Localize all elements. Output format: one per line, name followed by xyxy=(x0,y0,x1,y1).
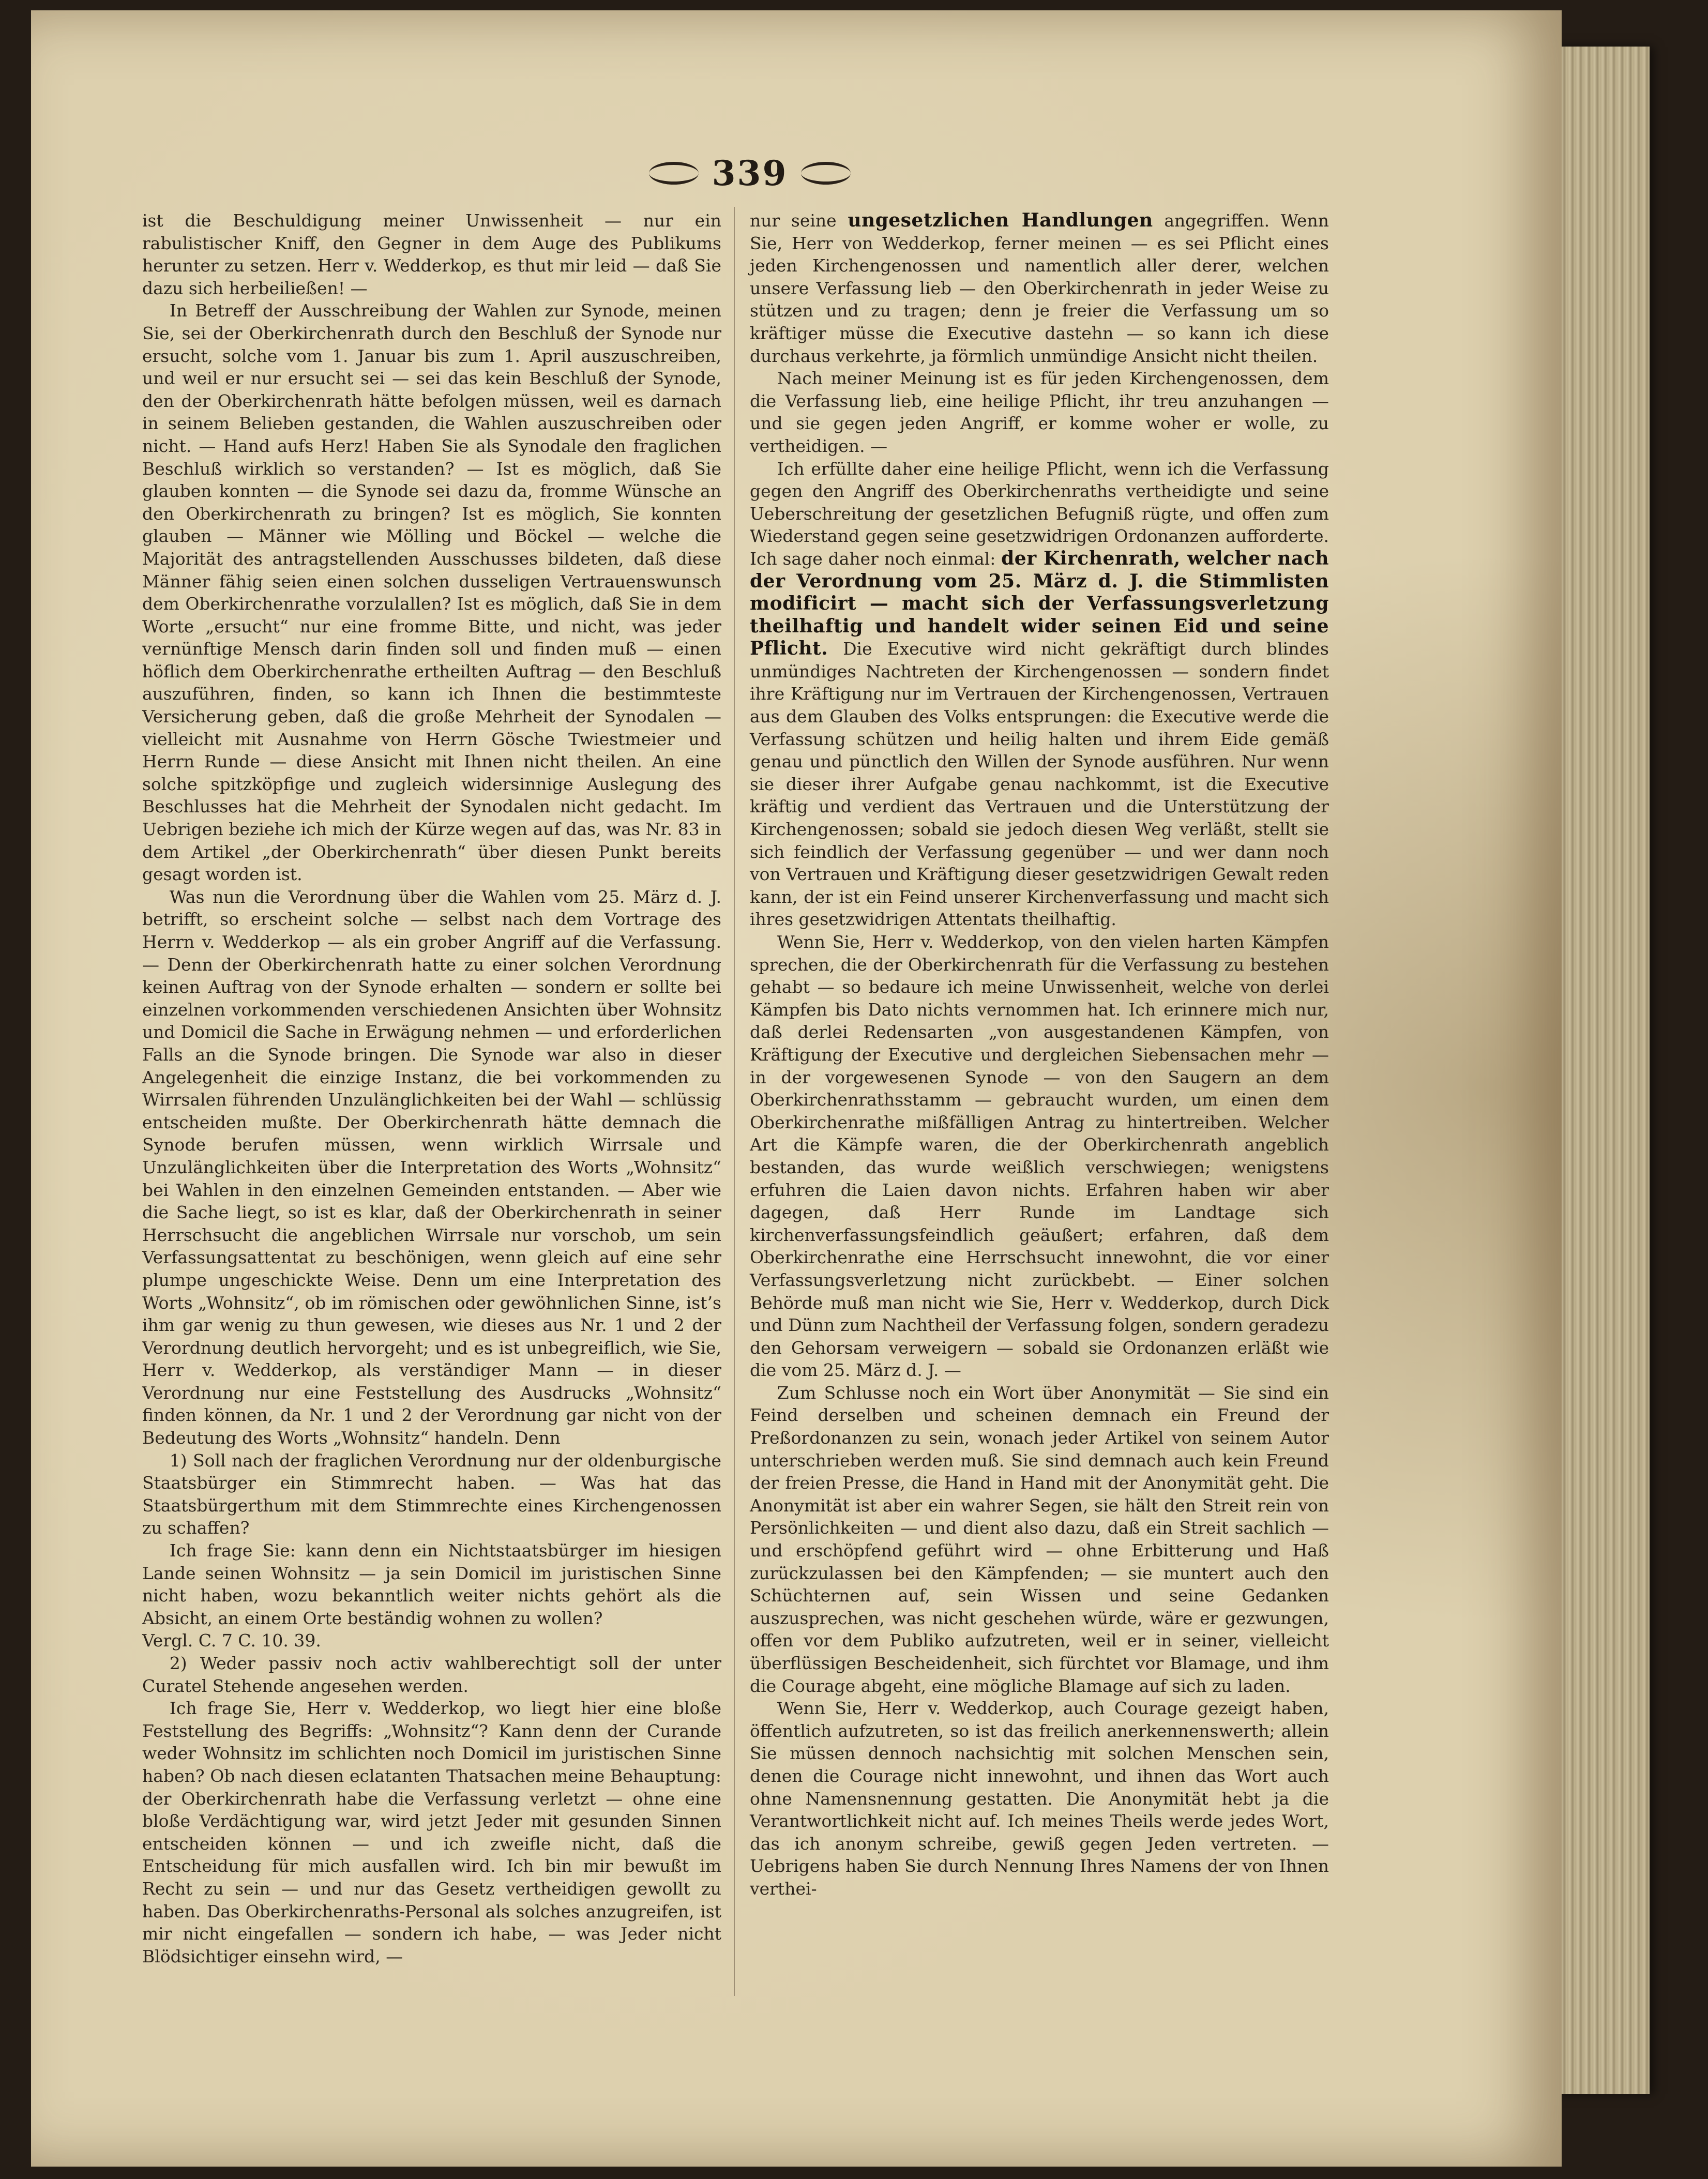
paragraph xyxy=(750,209,1329,367)
bold-text: ungesetzlichen Handlungen xyxy=(848,209,1153,231)
paragraph: ist die Beschuldigung meiner Unwissenheit — nur ein rabulistischer Kniff, den Gegner in dem Auge des Publikums herunter zu setzen. Herr v. Wedderkop, es thut mir leid — daß Sie dazu sich herbeiließen! — xyxy=(142,210,721,298)
reference-line: Vergl. C. 7 C. 10. 39. xyxy=(142,1630,321,1651)
left-ornament-icon xyxy=(649,162,699,185)
paragraph xyxy=(750,458,1329,931)
paragraph: Was nun die Verordnung über die Wahlen vom 25. März d. J. betrifft, so erscheint solche — selbst nach dem Vortrage des Herrn v. Wedderkop — als ein grober Angriff auf die Verfassung. — Denn der Oberkirchenrath hatte zu einer solchen Verordnung keinen Auftrag von der Synode erhalten — sondern er sollte bei einzelnen vorkommenden verschiedenen Ansichten über Wohnsitz und Domicil die Sache in Erwägung nehmen — und erforderlichen Falls an die Synode bringen. Die Synode war also in dieser Angelegenheit die einzige Instanz, die bei vorkommenden zu Wirrsalen führenden Unzulänglichkeiten bei der Wahl — schlüssig entscheiden mußte. Der Oberkirchenrath hätte demnach die Synode berufen müssen, wenn wirklich Wirrsale und Unzulänglichkeiten über die Interpretation des Worts „Wohnsitz“ bei Wahlen in den einzelnen Gemeinden entstanden. — Aber wie die Sache liegt, so ist es klar, daß der Oberkirchenrath in seiner Herrschsucht die angeblichen Wirrsale nur vorschob, um sein Verfassungsattentat zu beschönigen, wenn gleich auf eine sehr plumpe ungeschickte Weise. Denn um eine Interpretation des Worts „Wohnsitz“, ob im römischen oder gewöhnlichen Sinne, ist’s ihm gar wenig zu thun gewesen, wie dieses aus Nr. 1 und 2 der Verordnung deutlich hervorgeht; und es ist unbegreiflich, wie Sie, Herr v. Wedderkop, als verständiger Mann — in dieser Verordnung nur eine Feststellung des Ausdrucks „Wohnsitz“ finden können, da Nr. 1 und 2 der Verordnung gar nicht von der Bedeutung des Worts „Wohnsitz“ handeln. Denn xyxy=(142,886,721,1448)
paragraph: In Betreff der Ausschreibung der Wahlen zur Synode, meinen Sie, sei der Oberkirchenrath durch den Beschluß der Synode nur ersucht, solche vom 1. Januar bis zum 1. April auszuschreiben, und weil er nur ersucht sei — sei das kein Beschluß der Synode, den der Oberkirchenrath hätte befolgen müssen, weil es darnach in seinem Belieben gestanden, die Wahlen auszuschreiben oder nicht. — Hand aufs Herz! Haben Sie als Synodale den fraglichen Beschluß wirklich so verstanden? — Ist es möglich, daß Sie glauben konnten — die Synode sei dazu da, fromme Wünsche an den Oberkirchenrath zu bringen? Ist es möglich, Sie konnten glauben — Männer wie Mölling und Böckel — welche die Majorität des antragstellenden Ausschusses bildeten, daß diese Männer fähig seien einen solchen dusseligen Vertrauenswunsch dem Oberkirchenrathe vorzulallen? Ist es möglich, daß Sie in dem Worte „ersucht“ nur eine fromme Bitte, und nicht, was jeder vernünftige Mensch darin finden soll und finden muß — einen höflich dem Oberkirchenrathe ertheilten Auftrag — den Beschluß auszuführen, finden, so kann ich Ihnen die bestimmteste Versicherung geben, daß die große Mehrheit der Synodalen — vielleicht mit Ausnahme von Herrn Gösche Twiestmeier und Herrn Runde — diese Ansicht mit Ihnen nicht theilen. An eine solche spitzköpfige und zugleich widersinnige Auslegung des Beschlusses hat die Mehrheit der Synodalen nicht gedacht. Im Uebrigen beziehe ich mich der Kürze wegen auf das, was Nr. 83 in dem Artikel „der Oberkirchenrath“ über diesen Punkt bereits gesagt worden ist. xyxy=(142,300,721,885)
paragraph: Wenn Sie, Herr v. Wedderkop, auch Courage gezeigt haben, öffentlich aufzutreten, so ist das freilich anerkennenswerth; allein Sie müssen dennoch nachsichtig mit solchen Menschen sein, denen die Courage nicht innewohnt, und ihnen das Wort auch ohne Namensnennung gestatten. Die Anonymität hebt ja die Verantwortlichkeit nicht auf. Ich meines Theils werde jedes Wort, das ich anonym schreibe, gewiß gegen Jeden vertreten. — Uebrigens haben Sie durch Nennung Ihres Namens der von Ihnen verthei- xyxy=(750,1698,1329,1899)
right-ornament-icon xyxy=(801,162,851,185)
paragraph: Wenn Sie, Herr v. Wedderkop, von den vielen harten Kämpfen sprechen, die der Oberkirchenrath für die Verfassung zu bestehen gehabt — so bedaure ich meine Unwissenheit, welche von derlei Kämpfen bis Dato nichts vernommen hat. Ich erinnere mich nur, daß derlei Redensarten „von ausgestandenen Kämpfen, von Kräftigung der Executive und dergleichen Siebensachen mehr — in der vorgewesenen Synode — von den Saugern an dem Oberkirchenrathsstamm — gebraucht wurden, um einen dem Oberkirchenrathe mißfälligen Antrag zu hintertreiben. Welcher Art die Kämpfe waren, die der Oberkirchenrath angeblich bestanden, das wurde weißlich verschwiegen; wenigstens erfuhren die Laien davon nichts. Erfahren haben wir aber dagegen, daß Herr Runde im Landtage sich kirchenverfassungsfeindlich geäußert; erfahren, daß dem Oberkirchenrathe eine Herrschsucht innewohnt, die vor einer Verfassungsverletzung nicht zurückbebt. — Einer solchen Behörde muß man nicht wie Sie, Herr v. Wedderkop, durch Dick und Dünn zum Nachtheil der Verfassung folgen, sondern geradezu den Gehorsam verweigern — sobald sie Ordonanzen erläßt wie die vom 25. März d. J. — xyxy=(750,932,1329,1381)
page-header xyxy=(641,150,858,196)
paragraph: Zum Schlusse noch ein Wort über Anonymität — Sie sind ein Feind derselben und scheinen demnach ein Freund der Preßordonanzen zu sein, wonach jeder Artikel von seinem Autor unterschrieben werden muß. Sie sind demnach auch kein Freund der freien Presse, die Hand in Hand mit der Anonymität geht. Die Anonymität ist aber ein wahrer Segen, sie hält den Streit rein von Persönlichkeiten — und dient also dazu, daß ein Streit sachlich — und erschöpfend geführt wird — ohne Erbitterung und Haß zurückzulassen bei den Kämpfenden; — sie muntert auch den Schüchternen auf, sein Wissen und seine Gedanken auszusprechen, was nicht geschehen würde, wäre er gezwungen, offen vor dem Publiko aufzutreten, weil er in seiner, vielleicht überflüssigen Bescheidenheit, sich fürchtet vor Blamage, und ihm die Courage abgeht, eine mögliche Blamage auf sich zu laden. xyxy=(750,1382,1329,1696)
text-run: nur seine xyxy=(750,210,837,231)
paragraph: 1) Soll nach der fraglichen Verordnung nur der oldenburgische Staatsbürger ein Stimmrecht haben. — Was hat das Staatsbürgerthum mit dem Stimmrechte eines Kirchengenossen zu schaffen? xyxy=(142,1450,721,1538)
paragraph: 2) Weder passiv noch activ wahlberechtigt soll der unter Curatel Stehende angesehen werden. xyxy=(142,1653,721,1696)
page-number: 339 xyxy=(712,153,788,193)
paragraph: Nach meiner Meinung ist es für jeden Kirchengenossen, dem die Verfassung lieb, eine heilige Pflicht, ihr treu anzuhangen — und sie gegen jeden Angriff, er komme woher er wolle, zu vertheidigen. — xyxy=(750,368,1329,456)
text-run: Die Executive wird nicht gekräftigt durch blindes unmündiges Nachtreten der Kirchengenossen — sondern findet ihre Kräftigung nur im Vertrauen der Kirchengenossen, Vertrauen aus dem Glauben des Volks entsprungen: die Executive werde die Verfassung schützen und heilig halten und ihrem Eide gemäß genau und pünctlich den Willen der Synode ausführen. Nur wenn sie dieser ihrer Aufgabe genau nachkommt, ist die Executive kräftig und verdient das Vertrauen und die Unterstützung der Kirchengenossen; sobald sie jedoch diesen Weg verläßt, stellt sie sich feindlich der Verfassung gegenüber — und wer dann noch von Vertrauen und Kräftigung dieser gesetzwidrigen Gewalt reden kann, der ist ein Feind unserer Kirchenverfassung und macht sich ihres gesetzwidrigen Attentats theilhaftig. xyxy=(750,639,1329,930)
left-column xyxy=(142,209,721,1968)
column-divider xyxy=(734,207,735,1996)
bold-text: der Kirchenrath, welcher nach der Verordnung vom 25. März d. J. die Stimmlisten modificirt — macht sich der Verfassungsverletzung theilhaftig und handelt wider seinen Eid und seine Pflicht. xyxy=(750,547,1329,660)
paragraph: Ich frage Sie: kann denn ein Nichtstaatsbürger im hiesigen Lande seinen Wohnsitz — ja sein Domicil im juristischen Sinne nicht haben, wozu bekanntlich weiter nichts gehört als die Absicht, an einem Orte beständig wohnen zu wollen? xyxy=(142,1540,721,1628)
text-run: angegriffen. Wenn Sie, Herr von Wedderkop, ferner meinen — es sei Pflicht eines jeden Kirchengenossen und namentlich aller derer, welchen unsere Verfassung lieb — den Oberkirchenrath in jeder Weise zu stützen und zu tragen; denn je freier die Verfassung um so kräftiger müsse die Executive dastehn — so kann ich diese durchaus verkehrte, ja förmlich unmündige Ansicht nicht theilen. xyxy=(750,210,1329,366)
text-run: Ich erfüllte daher eine heilige Pflicht, wenn ich die Verfassung gegen den Angriff des Oberkirchenraths vertheidigte und seine Ueberschreitung der gesetzlichen Befugniß rügte, und offen zum Wiederstand gegen seine gesetzwidrigen Ordonanzen aufforderte. Ich sage daher noch einmal: xyxy=(750,458,1329,569)
right-column xyxy=(750,209,1329,1900)
paragraph: Ich frage Sie, Herr v. Wedderkop, wo liegt hier eine bloße Feststellung des Begriffs: „Wohnsitz“? Kann denn der Curande weder Wohnsitz im schlichten noch Domicil im juristischen Sinne haben? Ob nach diesen eclatanten Thatsachen meine Behauptung: der Oberkirchenrath habe die Verfassung verletzt — ohne eine bloße Verdächtigung war, wird jetzt Jeder mit gesunden Sinnen entscheiden können — und ich zweifle nicht, daß die Entscheidung für mich ausfallen wird. Ich bin mir bewußt im Recht zu sein — und nur das Gesetz vertheidigen gewollt zu haben. Das Oberkirchenraths-Personal als solches anzugreifen, ist mir nicht eingefallen — sondern ich habe, — was Jeder nicht Blödsichtiger einsehn wird, — xyxy=(142,1698,721,1966)
